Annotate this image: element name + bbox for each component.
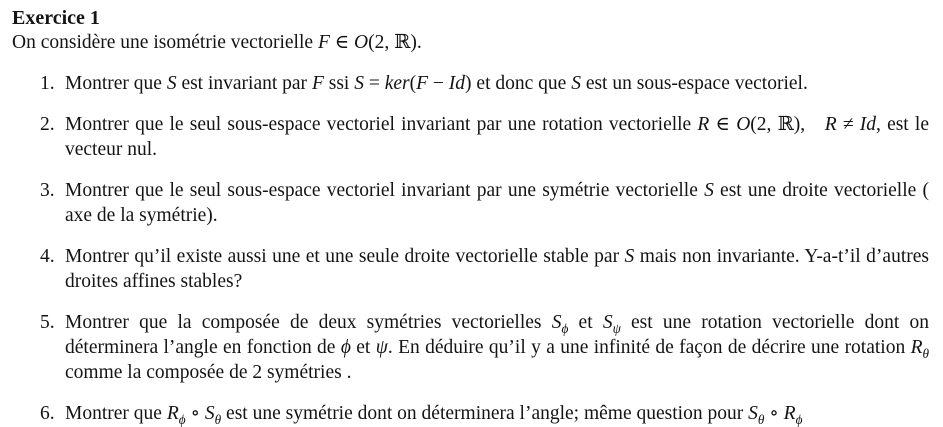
item-text: Montrer que le seul sous-espace vectoriel invariant par une symétrie vectorielle S est une droite vectorielle ( axe de la symétrie). xyxy=(65,180,929,226)
item-number: 5. xyxy=(40,312,55,333)
exercise-item xyxy=(12,178,929,228)
item-text: Montrer qu’il existe aussi une et une seule droite vectorielle stable par S mais non invariante. Y-a-t’il d’autres droites affines stables? xyxy=(65,246,929,292)
exercise-intro: On considère une isométrie vectorielle F ∈ O(2, ℝ). xyxy=(12,32,422,53)
exercise-item xyxy=(12,244,929,294)
exercise-item xyxy=(12,401,929,426)
exercise-list xyxy=(12,71,929,426)
exercise-item xyxy=(12,112,929,162)
item-text: Montrer que $R_\phi$ ∘ $S_\theta$ est une symétrie dont on déterminera l’angle; même question pour $S_\theta$ ∘ $R_\phi$ xyxy=(65,403,803,427)
item-number: 3. xyxy=(40,180,55,201)
item-number: 6. xyxy=(40,403,55,424)
exercise-title: Exercice 1 xyxy=(12,7,100,29)
item-number: 2. xyxy=(40,114,55,135)
item-number: 1. xyxy=(40,73,55,94)
item-text: Montrer que le seul sous-espace vectoriel invariant par une rotation vectorielle R ∈ O(2, ℝ), R ≠ Id, est le vecteur nul. xyxy=(65,114,930,160)
item-text: Montrer que S est invariant par F ssi S = ker(F − Id) et donc que S est un sous-espace vectoriel. xyxy=(65,73,808,94)
item-text: Montrer que la composée de deux symétries vectorielles $S_\phi$ et $S_\psi$ est une rotation vectorielle dont on déterminera l’angle en fonction de ϕ et ψ. En déduire qu’il y a une infinité de façon de décrire une rotation $R_\theta$ comme la composée de 2 symétries . xyxy=(65,312,930,383)
exercise-item xyxy=(12,310,929,385)
item-number: 4. xyxy=(40,246,55,267)
exercise-item xyxy=(12,71,929,96)
